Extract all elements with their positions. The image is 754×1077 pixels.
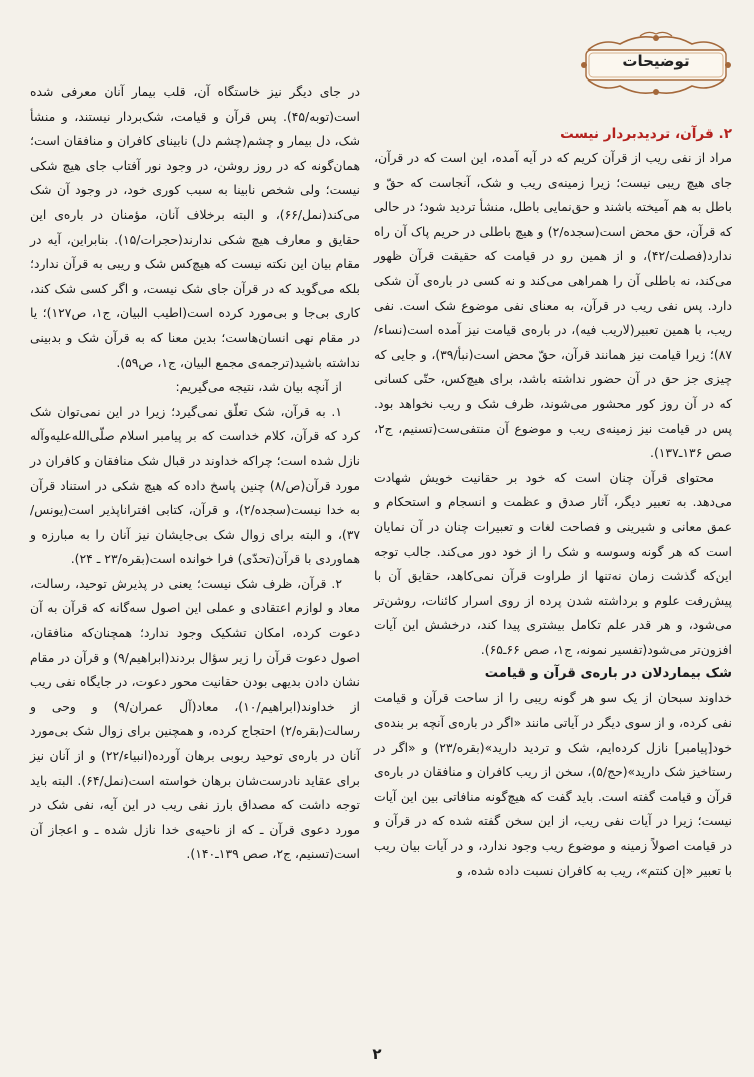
paragraph: ۲. قرآن، ظرف شک نیست؛ یعنی در پذیرش توحید، رسالت، معاد و لوازم اعتقادی و عملی این اصول سه‌گانه که قرآن به آن دعوت کرده، امکان تشکیک وجود ندارد؛ همچنان‌که منافقان، اصول دعوت قرآن را زیر سؤال بردند(ابراهیم/۹) و قرآن در مقام نشان دادن بدیهی بودن حقانیت محور دعوت، در جایگاه نفی ریب از خداوند(ابراهیم/۱۰)، معاد(آل عمران/۹) و وحی و رسالت(بقره/۲) احتجاج کرده، و همچنین برای زوال شک بی‌مورد آنان در باره‌ی توحید ربوبی برهان آورده(انبیاء/۲۲) و از آنان نیز برای عقاید نادرست‌شان برهان خواسته است(نمل/۶۴). البته باید توجه داشت که مصداق بارز نفی ریب در این آیه، نفی شک در مورد دعوی قرآن ـ که از ناحیه‌ی خدا نازل شده ـ و اعجاز آن است(تسنیم، ج۲، صص ۱۳۹ـ۱۴۰). <box>30 575 361 862</box>
paragraph: در جای دیگر نیز خاستگاه آن، قلب بیمار آنان معرفی شده است(توبه/۴۵). پس قرآن و قیامت، شک‌بردار نیستند، و منشأ شک، دل بیمار و چشم(چشم دل) نابینای کافران و منافقان است؛ همان‌گونه که در روز روشن، در وجود نور آفتاب جای هیچ شکی نیست؛ ولی شخص نابینا به سبب کوری خود، در وجود آن شک می‌کند(نمل/۶۶)، و البته برخلاف آنان، مؤمنان در باره‌ی این حقایق و معارف هیچ شکی ندارند(حجرات/۱۵). بنابراین، آیه در مقام بیان این نکته نیست که هیچ‌کس شک و ریبی به قرآن ندارد؛ بلکه می‌گوید که در قرآن جای شک نیست، و اگر کسی شک کند، کاری بی‌جا و بی‌مورد کرده است(اطیب البیان، ج۱، ص۱۲۷)؛ یا در مقام نهی انسان‌هاست؛ بدین معنا که به قرآن شک و بدبینی نداشته باشید(ترجمه‌ی مجمع البیان، ج۱، ص۵۹). <box>30 84 361 370</box>
section-header-badge <box>580 30 732 96</box>
paragraph: ۱. به قرآن، شک تعلّق نمی‌گیرد؛ زیرا در این نمی‌توان شک کرد که قرآن، کلام خداست که بر پیامبر اسلام صلّی‌الله‌علیه‌وآله نازل شده است؛ چراکه خداوند در قبال شک منافقان و کافران در مورد قرآن(ص/۸) چنین پاسخ داده که هیچ شکی در استناد قرآن به خدا نیست(سجده/۲)، و قرآن، کتابی افتراناپذیر است(یونس/۳۷)، و البته برای زوال شک بی‌جایشان نیز آنان را به مبارزه و هماوردی با قرآن(تحدّی) فرا خوانده است(بقره/۲۳ ـ ۲۴). <box>30 403 360 567</box>
paragraph: محتوای قرآن چنان است که خود بر حقانیت خویش شهادت می‌دهد. به تعبیر دیگر، آثار صدق و عظمت و انسجام و استحکام و عمق معانی و شیرینی و فصاحت لغات و تعبیرات چنان در آن نمایان است که هر گونه وسوسه و شک را از خود دور می‌کند. جالب توجه این‌که گذشت زمان نه‌تنها از طراوت قرآن نمی‌کاهد، حقایق آن با پیش‌رفت علوم و برداشته شدن پرده از روی اسرار کائنات، روشن‌تر می‌شود، و هر قدر علم تکامل بیشتری پیدا کند، درخشش این آیات افزون‌تر می‌شود(تفسیر نمونه، ج۱، صص ۶۶ـ۶۵). <box>374 469 732 657</box>
left-column <box>30 80 360 867</box>
section-title-doubt-of-sick-hearts: شک بیماردلان در باره‌ی قرآن و قیامت <box>484 666 732 682</box>
paragraph: خداوند سبحان از یک سو هر گونه ریبی را از ساحت قرآن و قیامت نفی کرده، و از سوی دیگر در آیاتی مانند «اگر در باره‌ی آنچه بر بنده‌ی خود[پیامبر] نازل کرده‌ایم، شک و تردید دارید»(بقره/۲۳) و «اگر در رستاخیز شک دارید»(حج/۵)، سخن از ریب کافران و منافقان در باره‌ی قرآن و قیامت گفته است. باید گفت که هیچ‌گونه منافاتی بین این آیات نیست؛ زیرا در آیات نفی ریب، از این سخن گفته شده که در قرآن و در قیامت اصولاً زمینه و موضوع ریب وجود ندارد، و در آیات بیان ریب با تعبیر «إن کنتم»، ریب به کافران نسبت داده شده، و <box>374 690 732 878</box>
right-column <box>374 122 732 883</box>
page-number: ۲ <box>372 1045 382 1063</box>
paragraph: از آنچه بیان شد، نتیجه می‌گیریم: <box>175 379 342 395</box>
badge-label: توضیحات <box>622 52 690 70</box>
section-title-not-doubtable: ۲. قرآن، تردیدبردار نیست <box>560 126 732 142</box>
paragraph: مراد از نفی ریب از قرآن کریم که در آیه آمده، این است که در قرآن، جای هیچ ریبی نیست؛ زیرا زمینه‌ی ریب و شک، آنجاست که حقّ و باطل به هم آمیخته باشند و حق‌نمایی باطل، منشأ تردید شود؛ در حالی که قرآن، حق محض است(سجده/۲) و هیچ باطلی در حریم پاک آن راه ندارد(فصلت/۴۲)، و از همین رو در قیامت که حقیقت قرآن ظهور می‌کند، نه باطلی آن را همراهی می‌کند و نه کسی در باره‌ی آن شکی دارد. پس نفی ریب در قرآن، به معنای نفی موضوع شک است. نفی ریب، با همین تعبیر(لاریب فیه)، در باره‌ی قیامت نیز آمده است(نساء/۸۷)؛ زیرا قیامت نیز همانند قرآن، حقّ محض است(نبأ/۳۹)، و جایی که چیزی جز حق در آن حضور نداشته باشد، برای هیچ‌کس، حتّی کسانی که در آن روز کور محشور می‌شوند، ظرف شک و ریب نخواهد بود. پس در قیامت نیز زمینه‌ی ریب و موضوع آن منتفی‌ست(تسنیم، ج۲، صص ۱۳۶ـ۱۳۷). <box>374 150 732 461</box>
